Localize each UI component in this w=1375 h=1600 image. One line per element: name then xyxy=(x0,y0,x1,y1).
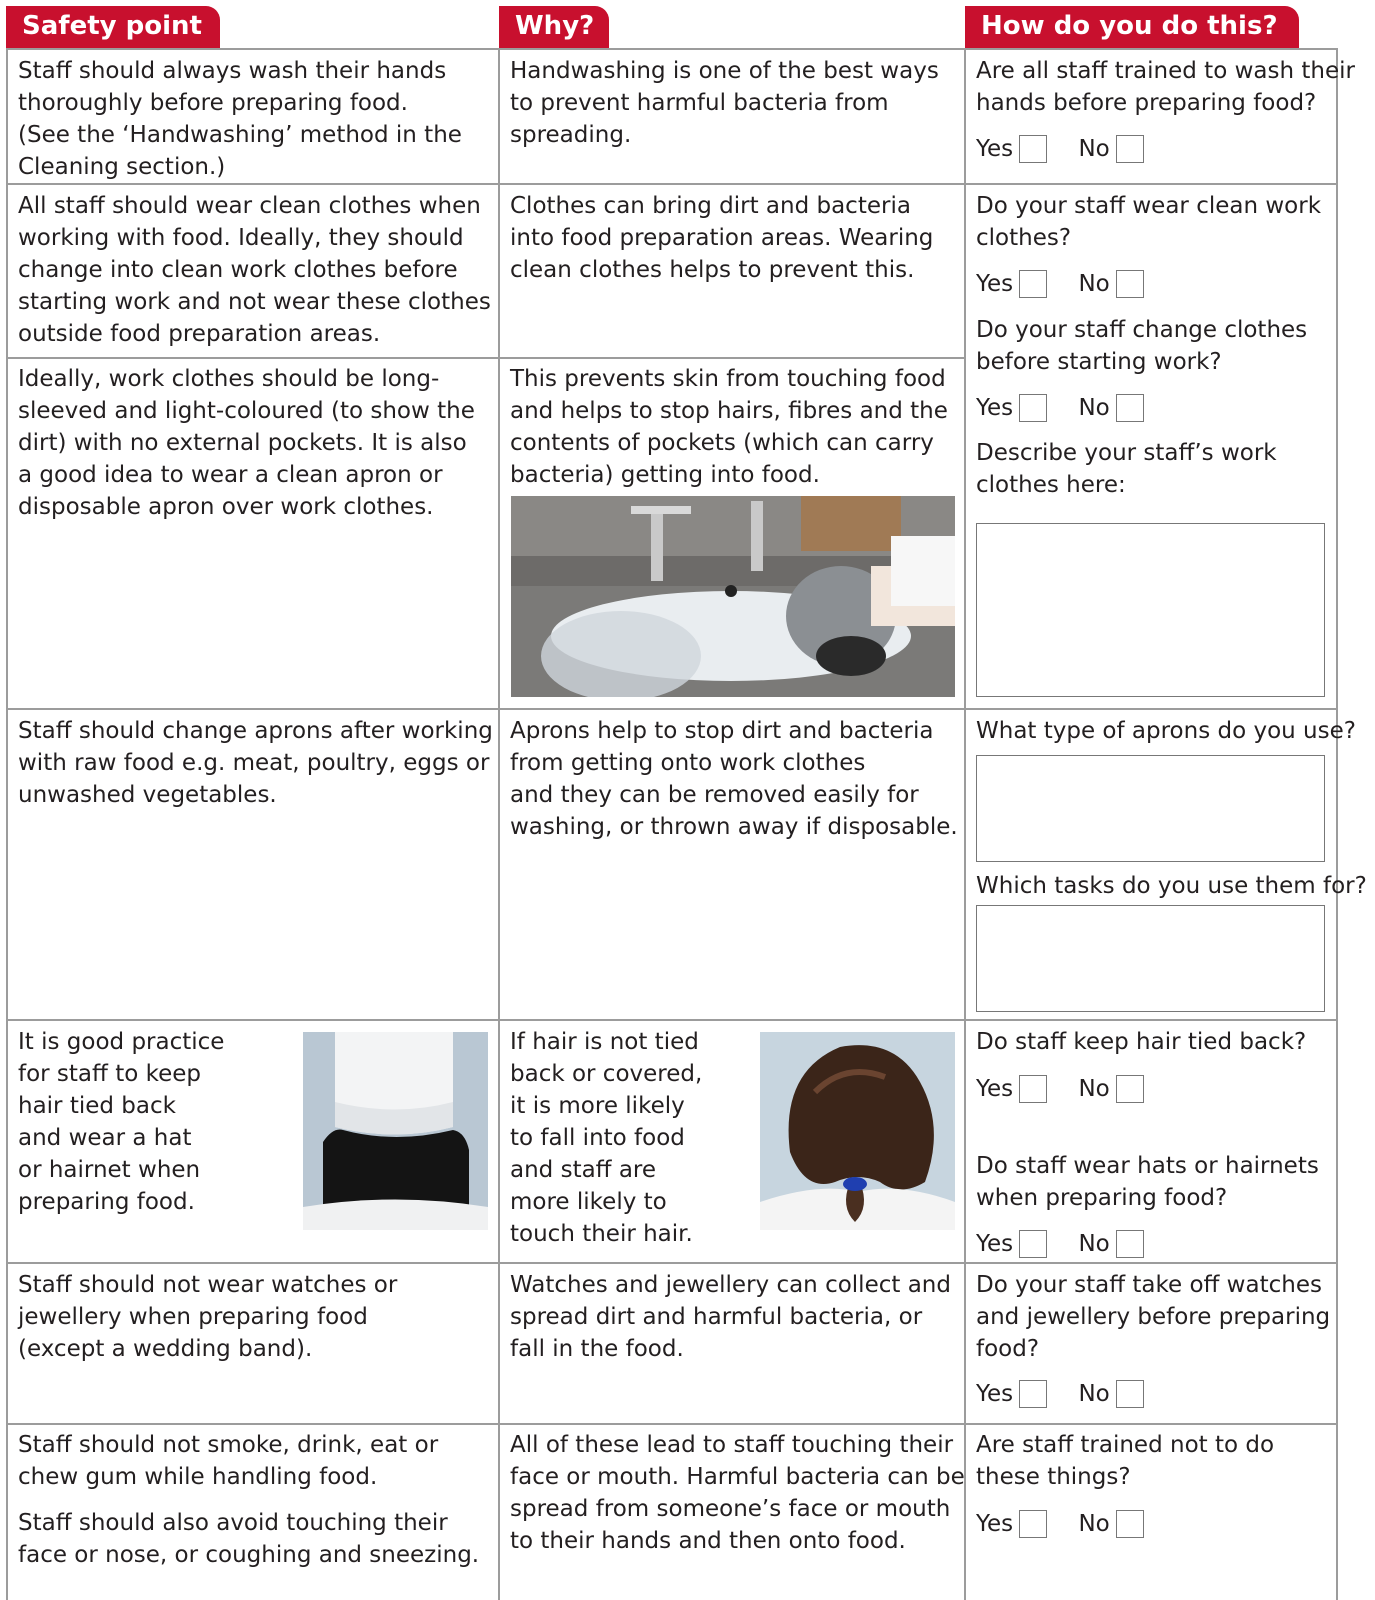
row7-yes-no xyxy=(976,1507,1144,1539)
row1-yes-no xyxy=(976,132,1144,164)
yes-label: Yes xyxy=(976,1075,1014,1102)
no-checkbox[interactable] xyxy=(1116,1230,1144,1258)
no-checkbox[interactable] xyxy=(1116,394,1144,422)
yes-label: Yes xyxy=(976,394,1014,421)
tied-hair-photo xyxy=(760,1032,955,1230)
row5-yes-no xyxy=(976,1072,1144,1104)
row7-safety-text: Staff should not smoke, drink, eat or chew gum while handling food. xyxy=(18,1432,439,1490)
row7-safety-text-2: Staff should also avoid touching their face or nose, or coughing and sneezing. xyxy=(18,1510,480,1568)
apron-tasks-field[interactable] xyxy=(976,905,1325,1012)
yes-checkbox[interactable] xyxy=(1019,394,1047,422)
row6-safety-text: Staff should not wear watches or jewellery when preparing food (except a wedding band). xyxy=(18,1272,398,1362)
yes-checkbox[interactable] xyxy=(1019,1380,1047,1408)
no-label: No xyxy=(1078,1075,1110,1102)
row5-why-text: If hair is not tied back or covered, it is more likely to fall into food and staff are more likely to touch their hair. xyxy=(510,1029,703,1247)
no-label: No xyxy=(1078,1510,1110,1537)
apron-type-field[interactable] xyxy=(976,755,1325,862)
work-clothes-description-field[interactable] xyxy=(976,523,1325,697)
row3-why-text: This prevents skin from touching food and helps to stop hairs, fibres and the contents of pockets (which can carry bacteria) getting into food. xyxy=(510,366,948,488)
row1-question: Are all staff trained to wash their hands before preparing food? xyxy=(976,58,1355,116)
header-how: How do you do this? xyxy=(965,6,1299,48)
header-safety-point: Safety point xyxy=(6,6,220,48)
no-label: No xyxy=(1078,135,1110,162)
row4-question-apron-tasks: Which tasks do you use them for? xyxy=(976,873,1367,899)
row2-question-change-clothes: Do your staff change clothes before starting work? xyxy=(976,317,1308,375)
row2-question: Do your staff wear clean work clothes? xyxy=(976,193,1322,251)
yes-label: Yes xyxy=(976,1380,1014,1407)
yes-checkbox[interactable] xyxy=(1019,1230,1047,1258)
row5b-yes-no xyxy=(976,1227,1144,1259)
row1-safety-text: Staff should always wash their hands thoroughly before preparing food. (See the ‘Handwashing’ method in the Cleaning section.) xyxy=(18,58,462,180)
no-checkbox[interactable] xyxy=(1116,135,1144,163)
row6-yes-no xyxy=(976,1377,1144,1409)
row2-why-text: Clothes can bring dirt and bacteria into food preparation areas. Wearing clean clothes helps to prevent this. xyxy=(510,193,934,283)
yes-checkbox[interactable] xyxy=(1019,1075,1047,1103)
row5-question-hair-tied: Do staff keep hair tied back? xyxy=(976,1029,1307,1055)
no-checkbox[interactable] xyxy=(1116,270,1144,298)
row2-safety-text: All staff should wear clean clothes when working with food. Ideally, they should change into clean work clothes before starting work and not wear these clothes outside food preparation areas. xyxy=(18,193,491,347)
yes-label: Yes xyxy=(976,1230,1014,1257)
row4-safety-text: Staff should change aprons after working with raw food e.g. meat, poultry, eggs or unwashed vegetables. xyxy=(18,718,493,808)
row2-describe-prompt: Describe your staff’s work clothes here: xyxy=(976,440,1277,498)
yes-checkbox[interactable] xyxy=(1019,270,1047,298)
row5-safety-text: It is good practice for staff to keep hair tied back and wear a hat or hairnet when preparing food. xyxy=(18,1029,225,1215)
sink-washing-photo xyxy=(511,496,955,697)
row4-why-text: Aprons help to stop dirt and bacteria from getting onto work clothes and they can be removed easily for washing, or thrown away if disposable. xyxy=(510,718,958,840)
yes-label: Yes xyxy=(976,1510,1014,1537)
no-label: No xyxy=(1078,1380,1110,1407)
chef-hat-photo xyxy=(303,1032,488,1230)
row6-why-text: Watches and jewellery can collect and spread dirt and harmful bacteria, or fall in the food. xyxy=(510,1272,951,1362)
row5-question-hats: Do staff wear hats or hairnets when preparing food? xyxy=(976,1153,1319,1211)
row1-why-text: Handwashing is one of the best ways to prevent harmful bacteria from spreading. xyxy=(510,58,939,148)
yes-checkbox[interactable] xyxy=(1019,1510,1047,1538)
header-why: Why? xyxy=(499,6,609,48)
row6-question: Do your staff take off watches and jewellery before preparing food? xyxy=(976,1272,1331,1362)
no-checkbox[interactable] xyxy=(1116,1510,1144,1538)
yes-label: Yes xyxy=(976,135,1014,162)
row7-why-text: All of these lead to staff touching their face or mouth. Harmful bacteria can be spread from someone’s face or mouth to their hands and then onto food. xyxy=(510,1432,965,1554)
row2-yes-no xyxy=(976,267,1144,299)
yes-checkbox[interactable] xyxy=(1019,135,1047,163)
no-label: No xyxy=(1078,1230,1110,1257)
row7-question: Are staff trained not to do these things? xyxy=(976,1432,1275,1490)
no-label: No xyxy=(1078,394,1110,421)
no-checkbox[interactable] xyxy=(1116,1380,1144,1408)
row3-safety-text: Ideally, work clothes should be long- sleeved and light-coloured (to show the dirt) with no external pockets. It is also a good idea to wear a clean apron or disposable apron over work clothes. xyxy=(18,366,475,520)
no-label: No xyxy=(1078,270,1110,297)
row2b-yes-no xyxy=(976,391,1144,423)
row4-question-apron-type: What type of aprons do you use? xyxy=(976,718,1356,744)
yes-label: Yes xyxy=(976,270,1014,297)
no-checkbox[interactable] xyxy=(1116,1075,1144,1103)
